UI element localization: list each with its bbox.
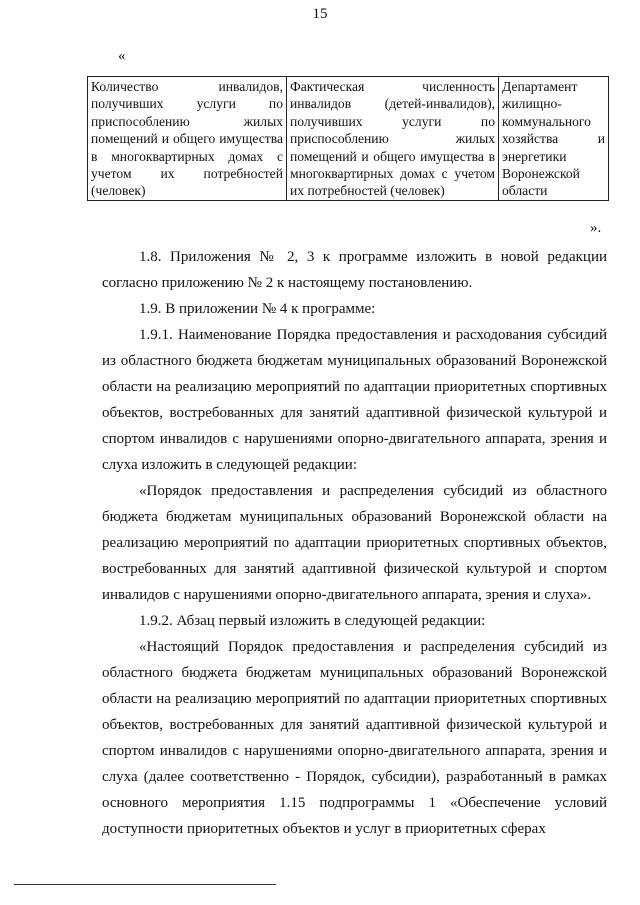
paragraph-1-9-1: 1.9.1. Наименование Порядка предоставления и расходования субсидий из областного бюджета бюджетам муниципальных образований Воронежской области на реализацию мероприятий по адаптации приоритетных спортивных объектов, востребованных для занятий адаптивной физической культурой и спортом инвалидов с нарушениями опорно-двигательного аппарата, зрения и слуха изложить в следующей редакции: xyxy=(102,327,607,473)
footer-divider xyxy=(14,884,276,885)
indicator-table xyxy=(87,76,609,201)
table-cell-indicator: Количество инвалидов, получивших услуги по приспособлению жилых помещений и общего имущества в многоквартирных домах с учетом их потребностей (человек) xyxy=(88,77,287,201)
opening-quote-mark: « xyxy=(118,48,126,64)
closing-quote-mark: ». xyxy=(590,220,602,236)
paragraph-1-8: 1.8. Приложения № 2, 3 к программе изложить в новой редакции согласно приложению № 2 к настоящему постановлению. xyxy=(102,249,607,291)
paragraph-quoted-first-paragraph: «Настоящий Порядок предоставления и распределения субсидий из областного бюджета бюджетам муниципальных образований Воронежской области на реализацию мероприятий по адаптации приоритетных спортивных объектов, востребованных для занятий адаптивной физической культурой и спортом инвалидов с нарушениями опорно-двигательного аппарата, зрения и слуха (далее соответственно - Порядок, субсидии), разработанный в рамках основного мероприятия 1.15 подпрограммы 1 «Обеспечение условий доступности приоритетных объектов и услуг в приоритетных сферах xyxy=(102,639,607,837)
page-number: 15 xyxy=(312,6,328,22)
paragraph-quoted-title: «Порядок предоставления и распределения субсидий из областного бюджета бюджетам муниципальных образований Воронежской области на реализацию мероприятий по адаптации приоритетных спортивных объектов, востребованных для занятий адаптивной физической культурой и спортом инвалидов с нарушениями опорно-двигательного аппарата, зрения и слуха». xyxy=(102,483,607,603)
paragraph-1-9: 1.9. В приложении № 4 к программе: xyxy=(139,301,376,317)
table-cell-responsible: Департамент жилищно-коммунального хозяйства и энергетики Воронежской области xyxy=(499,77,609,201)
table-cell-description: Фактическая численность инвалидов (детей-инвалидов), получивших услуги по приспособлению жилых помещений и общего имущества в многоквартирных домах с учетом их потребностей (человек) xyxy=(287,77,499,201)
document-body xyxy=(102,240,607,842)
table-row xyxy=(88,77,609,201)
paragraph-1-9-2: 1.9.2. Абзац первый изложить в следующей редакции: xyxy=(139,613,486,629)
